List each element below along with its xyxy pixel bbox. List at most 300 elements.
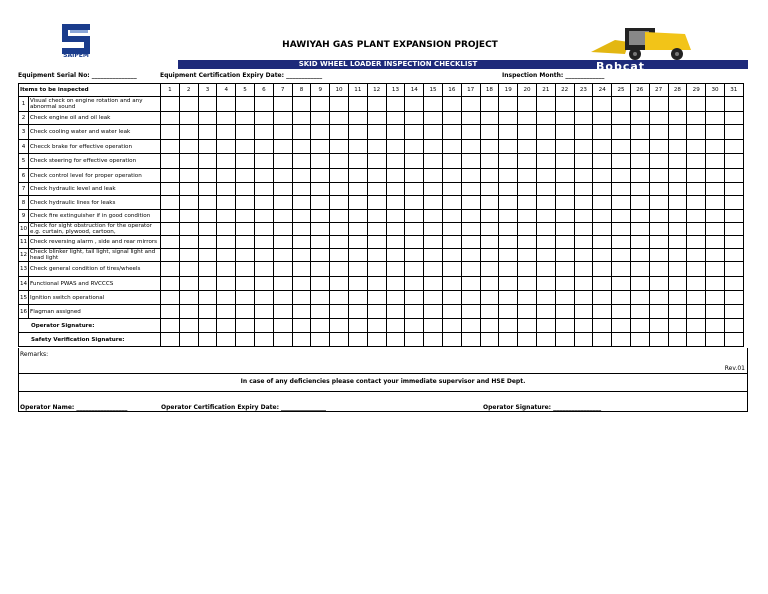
check-cell[interactable] bbox=[386, 125, 405, 140]
check-cell[interactable] bbox=[367, 112, 386, 125]
check-cell[interactable] bbox=[612, 210, 631, 223]
check-cell[interactable] bbox=[612, 97, 631, 112]
check-cell[interactable] bbox=[706, 277, 725, 291]
check-cell[interactable] bbox=[555, 183, 574, 196]
check-cell[interactable] bbox=[593, 223, 612, 236]
check-cell[interactable] bbox=[424, 125, 443, 140]
signature-cell[interactable] bbox=[593, 333, 612, 347]
check-cell[interactable] bbox=[330, 196, 349, 210]
check-cell[interactable] bbox=[649, 305, 668, 319]
check-cell[interactable] bbox=[273, 291, 292, 305]
check-cell[interactable] bbox=[593, 262, 612, 277]
check-cell[interactable] bbox=[161, 196, 180, 210]
check-cell[interactable] bbox=[612, 125, 631, 140]
check-cell[interactable] bbox=[461, 112, 480, 125]
check-cell[interactable] bbox=[367, 236, 386, 249]
signature-cell[interactable] bbox=[367, 319, 386, 333]
check-cell[interactable] bbox=[668, 236, 687, 249]
signature-cell[interactable] bbox=[198, 333, 217, 347]
check-cell[interactable] bbox=[273, 249, 292, 262]
check-cell[interactable] bbox=[461, 210, 480, 223]
check-cell[interactable] bbox=[499, 262, 518, 277]
check-cell[interactable] bbox=[161, 262, 180, 277]
check-cell[interactable] bbox=[518, 169, 537, 183]
check-cell[interactable] bbox=[724, 223, 743, 236]
check-cell[interactable] bbox=[330, 154, 349, 169]
check-cell[interactable] bbox=[668, 196, 687, 210]
check-cell[interactable] bbox=[442, 97, 461, 112]
check-cell[interactable] bbox=[480, 236, 499, 249]
check-cell[interactable] bbox=[706, 249, 725, 262]
check-cell[interactable] bbox=[499, 277, 518, 291]
check-cell[interactable] bbox=[292, 277, 311, 291]
check-cell[interactable] bbox=[161, 154, 180, 169]
check-cell[interactable] bbox=[687, 236, 706, 249]
check-cell[interactable] bbox=[405, 112, 424, 125]
equipment-cert-expiry-field[interactable]: Equipment Certification Expiry Date: ____________ bbox=[160, 72, 323, 79]
check-cell[interactable] bbox=[198, 125, 217, 140]
check-cell[interactable] bbox=[424, 112, 443, 125]
check-cell[interactable] bbox=[724, 291, 743, 305]
check-cell[interactable] bbox=[574, 140, 593, 154]
signature-cell[interactable] bbox=[649, 333, 668, 347]
check-cell[interactable] bbox=[706, 291, 725, 305]
signature-cell[interactable] bbox=[518, 333, 537, 347]
check-cell[interactable] bbox=[236, 140, 255, 154]
check-cell[interactable] bbox=[555, 97, 574, 112]
check-cell[interactable] bbox=[649, 262, 668, 277]
check-cell[interactable] bbox=[386, 223, 405, 236]
check-cell[interactable] bbox=[499, 305, 518, 319]
check-cell[interactable] bbox=[348, 305, 367, 319]
check-cell[interactable] bbox=[555, 249, 574, 262]
signature-cell[interactable] bbox=[311, 319, 330, 333]
check-cell[interactable] bbox=[273, 112, 292, 125]
check-cell[interactable] bbox=[254, 140, 273, 154]
check-cell[interactable] bbox=[367, 140, 386, 154]
check-cell[interactable] bbox=[612, 277, 631, 291]
check-cell[interactable] bbox=[292, 305, 311, 319]
check-cell[interactable] bbox=[555, 154, 574, 169]
check-cell[interactable] bbox=[292, 125, 311, 140]
check-cell[interactable] bbox=[442, 291, 461, 305]
check-cell[interactable] bbox=[724, 262, 743, 277]
check-cell[interactable] bbox=[348, 291, 367, 305]
check-cell[interactable] bbox=[292, 112, 311, 125]
check-cell[interactable] bbox=[386, 291, 405, 305]
signature-cell[interactable] bbox=[706, 333, 725, 347]
check-cell[interactable] bbox=[367, 223, 386, 236]
check-cell[interactable] bbox=[687, 277, 706, 291]
check-cell[interactable] bbox=[311, 196, 330, 210]
check-cell[interactable] bbox=[161, 210, 180, 223]
check-cell[interactable] bbox=[217, 249, 236, 262]
check-cell[interactable] bbox=[536, 236, 555, 249]
check-cell[interactable] bbox=[706, 183, 725, 196]
check-cell[interactable] bbox=[574, 154, 593, 169]
check-cell[interactable] bbox=[612, 183, 631, 196]
check-cell[interactable] bbox=[687, 210, 706, 223]
check-cell[interactable] bbox=[330, 305, 349, 319]
check-cell[interactable] bbox=[668, 154, 687, 169]
check-cell[interactable] bbox=[649, 249, 668, 262]
check-cell[interactable] bbox=[687, 112, 706, 125]
check-cell[interactable] bbox=[424, 140, 443, 154]
check-cell[interactable] bbox=[499, 236, 518, 249]
check-cell[interactable] bbox=[706, 140, 725, 154]
check-cell[interactable] bbox=[254, 249, 273, 262]
check-cell[interactable] bbox=[330, 262, 349, 277]
check-cell[interactable] bbox=[536, 223, 555, 236]
check-cell[interactable] bbox=[386, 236, 405, 249]
check-cell[interactable] bbox=[724, 97, 743, 112]
check-cell[interactable] bbox=[518, 140, 537, 154]
check-cell[interactable] bbox=[442, 249, 461, 262]
check-cell[interactable] bbox=[612, 223, 631, 236]
check-cell[interactable] bbox=[198, 249, 217, 262]
check-cell[interactable] bbox=[668, 305, 687, 319]
check-cell[interactable] bbox=[649, 223, 668, 236]
check-cell[interactable] bbox=[348, 249, 367, 262]
check-cell[interactable] bbox=[236, 291, 255, 305]
check-cell[interactable] bbox=[668, 210, 687, 223]
check-cell[interactable] bbox=[198, 183, 217, 196]
signature-cell[interactable] bbox=[499, 319, 518, 333]
check-cell[interactable] bbox=[630, 210, 649, 223]
check-cell[interactable] bbox=[217, 183, 236, 196]
check-cell[interactable] bbox=[161, 223, 180, 236]
check-cell[interactable] bbox=[668, 169, 687, 183]
check-cell[interactable] bbox=[706, 97, 725, 112]
check-cell[interactable] bbox=[574, 183, 593, 196]
signature-cell[interactable] bbox=[461, 333, 480, 347]
check-cell[interactable] bbox=[198, 112, 217, 125]
check-cell[interactable] bbox=[593, 236, 612, 249]
check-cell[interactable] bbox=[612, 112, 631, 125]
check-cell[interactable] bbox=[461, 277, 480, 291]
check-cell[interactable] bbox=[424, 223, 443, 236]
signature-cell[interactable] bbox=[724, 333, 743, 347]
check-cell[interactable] bbox=[630, 236, 649, 249]
check-cell[interactable] bbox=[612, 305, 631, 319]
check-cell[interactable] bbox=[386, 277, 405, 291]
check-cell[interactable] bbox=[311, 262, 330, 277]
check-cell[interactable] bbox=[348, 140, 367, 154]
check-cell[interactable] bbox=[630, 291, 649, 305]
check-cell[interactable] bbox=[273, 125, 292, 140]
check-cell[interactable] bbox=[311, 277, 330, 291]
check-cell[interactable] bbox=[480, 223, 499, 236]
check-cell[interactable] bbox=[442, 223, 461, 236]
check-cell[interactable] bbox=[442, 236, 461, 249]
signature-cell[interactable] bbox=[518, 319, 537, 333]
check-cell[interactable] bbox=[518, 291, 537, 305]
check-cell[interactable] bbox=[461, 291, 480, 305]
check-cell[interactable] bbox=[367, 97, 386, 112]
check-cell[interactable] bbox=[330, 210, 349, 223]
check-cell[interactable] bbox=[442, 140, 461, 154]
signature-cell[interactable] bbox=[480, 333, 499, 347]
check-cell[interactable] bbox=[536, 112, 555, 125]
check-cell[interactable] bbox=[687, 183, 706, 196]
check-cell[interactable] bbox=[649, 169, 668, 183]
check-cell[interactable] bbox=[593, 249, 612, 262]
signature-cell[interactable] bbox=[442, 319, 461, 333]
check-cell[interactable] bbox=[687, 154, 706, 169]
check-cell[interactable] bbox=[593, 140, 612, 154]
check-cell[interactable] bbox=[386, 169, 405, 183]
check-cell[interactable] bbox=[179, 196, 198, 210]
check-cell[interactable] bbox=[292, 236, 311, 249]
check-cell[interactable] bbox=[292, 249, 311, 262]
check-cell[interactable] bbox=[499, 223, 518, 236]
check-cell[interactable] bbox=[649, 112, 668, 125]
check-cell[interactable] bbox=[405, 97, 424, 112]
check-cell[interactable] bbox=[292, 169, 311, 183]
check-cell[interactable] bbox=[367, 249, 386, 262]
check-cell[interactable] bbox=[348, 277, 367, 291]
check-cell[interactable] bbox=[612, 262, 631, 277]
check-cell[interactable] bbox=[724, 210, 743, 223]
signature-cell[interactable] bbox=[630, 319, 649, 333]
check-cell[interactable] bbox=[311, 140, 330, 154]
check-cell[interactable] bbox=[254, 196, 273, 210]
check-cell[interactable] bbox=[198, 169, 217, 183]
check-cell[interactable] bbox=[254, 210, 273, 223]
check-cell[interactable] bbox=[536, 183, 555, 196]
signature-cell[interactable] bbox=[330, 333, 349, 347]
check-cell[interactable] bbox=[461, 249, 480, 262]
check-cell[interactable] bbox=[480, 154, 499, 169]
check-cell[interactable] bbox=[724, 125, 743, 140]
check-cell[interactable] bbox=[480, 262, 499, 277]
check-cell[interactable] bbox=[480, 196, 499, 210]
check-cell[interactable] bbox=[330, 97, 349, 112]
check-cell[interactable] bbox=[593, 305, 612, 319]
signature-cell[interactable] bbox=[217, 319, 236, 333]
check-cell[interactable] bbox=[536, 97, 555, 112]
check-cell[interactable] bbox=[311, 125, 330, 140]
check-cell[interactable] bbox=[367, 183, 386, 196]
check-cell[interactable] bbox=[518, 305, 537, 319]
check-cell[interactable] bbox=[461, 169, 480, 183]
check-cell[interactable] bbox=[424, 169, 443, 183]
check-cell[interactable] bbox=[630, 154, 649, 169]
check-cell[interactable] bbox=[348, 154, 367, 169]
signature-cell[interactable] bbox=[574, 319, 593, 333]
check-cell[interactable] bbox=[574, 291, 593, 305]
check-cell[interactable] bbox=[706, 236, 725, 249]
check-cell[interactable] bbox=[480, 183, 499, 196]
check-cell[interactable] bbox=[480, 291, 499, 305]
check-cell[interactable] bbox=[724, 169, 743, 183]
check-cell[interactable] bbox=[179, 262, 198, 277]
signature-cell[interactable] bbox=[536, 333, 555, 347]
check-cell[interactable] bbox=[198, 262, 217, 277]
check-cell[interactable] bbox=[198, 140, 217, 154]
check-cell[interactable] bbox=[161, 140, 180, 154]
check-cell[interactable] bbox=[236, 196, 255, 210]
signature-cell[interactable] bbox=[236, 333, 255, 347]
check-cell[interactable] bbox=[273, 236, 292, 249]
check-cell[interactable] bbox=[461, 183, 480, 196]
check-cell[interactable] bbox=[273, 183, 292, 196]
check-cell[interactable] bbox=[442, 196, 461, 210]
check-cell[interactable] bbox=[254, 169, 273, 183]
check-cell[interactable] bbox=[311, 210, 330, 223]
check-cell[interactable] bbox=[461, 236, 480, 249]
check-cell[interactable] bbox=[198, 291, 217, 305]
check-cell[interactable] bbox=[348, 223, 367, 236]
check-cell[interactable] bbox=[536, 125, 555, 140]
check-cell[interactable] bbox=[480, 277, 499, 291]
signature-cell[interactable] bbox=[386, 333, 405, 347]
check-cell[interactable] bbox=[236, 249, 255, 262]
check-cell[interactable] bbox=[217, 169, 236, 183]
signature-cell[interactable] bbox=[330, 319, 349, 333]
check-cell[interactable] bbox=[367, 196, 386, 210]
signature-cell[interactable] bbox=[273, 319, 292, 333]
check-cell[interactable] bbox=[330, 223, 349, 236]
check-cell[interactable] bbox=[367, 154, 386, 169]
check-cell[interactable] bbox=[236, 223, 255, 236]
check-cell[interactable] bbox=[518, 125, 537, 140]
check-cell[interactable] bbox=[442, 210, 461, 223]
check-cell[interactable] bbox=[706, 154, 725, 169]
check-cell[interactable] bbox=[273, 262, 292, 277]
check-cell[interactable] bbox=[724, 249, 743, 262]
signature-cell[interactable] bbox=[555, 333, 574, 347]
check-cell[interactable] bbox=[724, 196, 743, 210]
check-cell[interactable] bbox=[161, 183, 180, 196]
check-cell[interactable] bbox=[424, 262, 443, 277]
check-cell[interactable] bbox=[348, 169, 367, 183]
check-cell[interactable] bbox=[630, 262, 649, 277]
check-cell[interactable] bbox=[593, 97, 612, 112]
signature-cell[interactable] bbox=[161, 333, 180, 347]
check-cell[interactable] bbox=[555, 291, 574, 305]
check-cell[interactable] bbox=[593, 125, 612, 140]
check-cell[interactable] bbox=[424, 196, 443, 210]
check-cell[interactable] bbox=[649, 277, 668, 291]
check-cell[interactable] bbox=[649, 183, 668, 196]
check-cell[interactable] bbox=[348, 196, 367, 210]
check-cell[interactable] bbox=[217, 112, 236, 125]
inspection-month-field[interactable]: Inspection Month: _____________ bbox=[502, 72, 605, 79]
check-cell[interactable] bbox=[367, 262, 386, 277]
check-cell[interactable] bbox=[348, 183, 367, 196]
check-cell[interactable] bbox=[198, 223, 217, 236]
check-cell[interactable] bbox=[424, 277, 443, 291]
check-cell[interactable] bbox=[555, 196, 574, 210]
check-cell[interactable] bbox=[724, 140, 743, 154]
check-cell[interactable] bbox=[217, 97, 236, 112]
check-cell[interactable] bbox=[254, 236, 273, 249]
check-cell[interactable] bbox=[292, 140, 311, 154]
signature-cell[interactable] bbox=[424, 319, 443, 333]
check-cell[interactable] bbox=[311, 112, 330, 125]
check-cell[interactable] bbox=[273, 305, 292, 319]
check-cell[interactable] bbox=[348, 112, 367, 125]
check-cell[interactable] bbox=[179, 112, 198, 125]
check-cell[interactable] bbox=[424, 236, 443, 249]
check-cell[interactable] bbox=[480, 125, 499, 140]
check-cell[interactable] bbox=[217, 262, 236, 277]
check-cell[interactable] bbox=[555, 236, 574, 249]
check-cell[interactable] bbox=[424, 249, 443, 262]
check-cell[interactable] bbox=[273, 154, 292, 169]
check-cell[interactable] bbox=[179, 140, 198, 154]
check-cell[interactable] bbox=[574, 97, 593, 112]
check-cell[interactable] bbox=[706, 169, 725, 183]
check-cell[interactable] bbox=[555, 169, 574, 183]
check-cell[interactable] bbox=[254, 277, 273, 291]
check-cell[interactable] bbox=[536, 140, 555, 154]
check-cell[interactable] bbox=[442, 125, 461, 140]
check-cell[interactable] bbox=[706, 223, 725, 236]
check-cell[interactable] bbox=[330, 112, 349, 125]
check-cell[interactable] bbox=[179, 183, 198, 196]
signature-cell[interactable] bbox=[649, 319, 668, 333]
check-cell[interactable] bbox=[161, 291, 180, 305]
check-cell[interactable] bbox=[687, 262, 706, 277]
check-cell[interactable] bbox=[179, 97, 198, 112]
check-cell[interactable] bbox=[593, 210, 612, 223]
signature-cell[interactable] bbox=[687, 319, 706, 333]
check-cell[interactable] bbox=[348, 97, 367, 112]
signature-cell[interactable] bbox=[198, 319, 217, 333]
signature-cell[interactable] bbox=[424, 333, 443, 347]
check-cell[interactable] bbox=[555, 305, 574, 319]
check-cell[interactable] bbox=[668, 249, 687, 262]
check-cell[interactable] bbox=[687, 249, 706, 262]
check-cell[interactable] bbox=[386, 97, 405, 112]
check-cell[interactable] bbox=[724, 236, 743, 249]
check-cell[interactable] bbox=[442, 277, 461, 291]
check-cell[interactable] bbox=[424, 210, 443, 223]
check-cell[interactable] bbox=[217, 196, 236, 210]
check-cell[interactable] bbox=[706, 262, 725, 277]
signature-cell[interactable] bbox=[292, 319, 311, 333]
check-cell[interactable] bbox=[499, 183, 518, 196]
check-cell[interactable] bbox=[424, 291, 443, 305]
check-cell[interactable] bbox=[574, 125, 593, 140]
check-cell[interactable] bbox=[405, 236, 424, 249]
check-cell[interactable] bbox=[574, 305, 593, 319]
check-cell[interactable] bbox=[236, 210, 255, 223]
signature-cell[interactable] bbox=[668, 319, 687, 333]
check-cell[interactable] bbox=[254, 125, 273, 140]
check-cell[interactable] bbox=[161, 277, 180, 291]
check-cell[interactable] bbox=[292, 210, 311, 223]
check-cell[interactable] bbox=[179, 169, 198, 183]
check-cell[interactable] bbox=[311, 249, 330, 262]
check-cell[interactable] bbox=[386, 154, 405, 169]
check-cell[interactable] bbox=[386, 305, 405, 319]
check-cell[interactable] bbox=[461, 305, 480, 319]
check-cell[interactable] bbox=[386, 183, 405, 196]
check-cell[interactable] bbox=[236, 305, 255, 319]
check-cell[interactable] bbox=[386, 262, 405, 277]
check-cell[interactable] bbox=[367, 277, 386, 291]
check-cell[interactable] bbox=[668, 140, 687, 154]
check-cell[interactable] bbox=[518, 223, 537, 236]
check-cell[interactable] bbox=[480, 210, 499, 223]
check-cell[interactable] bbox=[518, 249, 537, 262]
check-cell[interactable] bbox=[668, 291, 687, 305]
check-cell[interactable] bbox=[311, 223, 330, 236]
signature-cell[interactable] bbox=[367, 333, 386, 347]
